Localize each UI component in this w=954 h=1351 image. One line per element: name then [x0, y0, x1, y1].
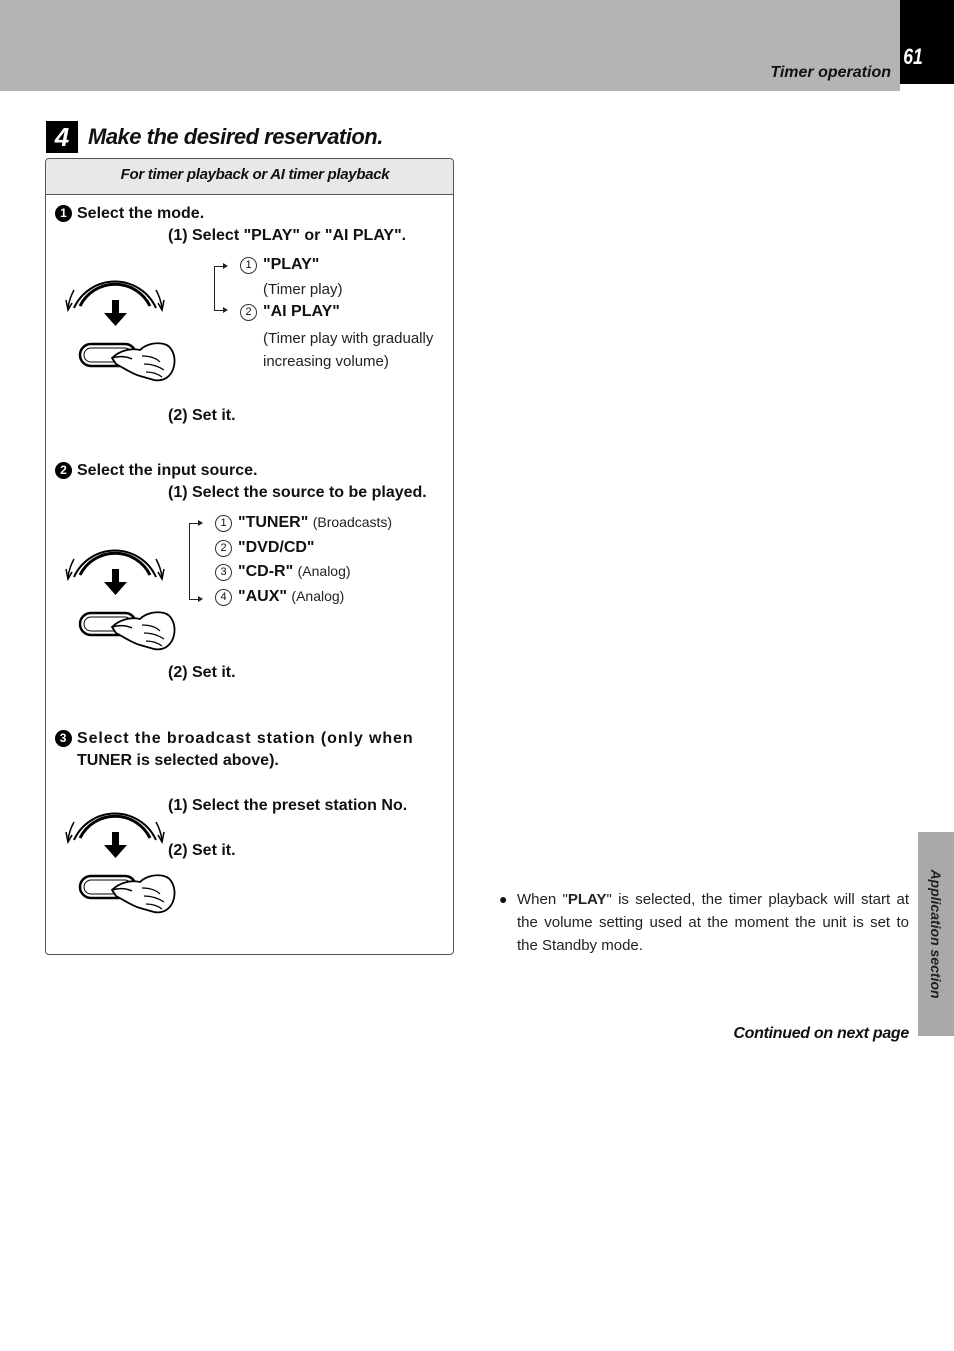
step-heading: Make the desired reservation.: [88, 124, 383, 149]
panel-header-title: For timer playback or AI timer playback: [120, 166, 390, 183]
part3-instruction-set: (2) Set it.: [168, 842, 236, 859]
part2-number-badge: 2: [55, 462, 72, 479]
option-number: 3: [215, 564, 232, 581]
option-bracket: [189, 523, 190, 600]
part1-number-badge: 1: [55, 205, 72, 222]
part2-title-text: Select the input source.: [77, 462, 258, 479]
bracket-arrow: [214, 310, 226, 311]
mode-option-ai-play-desc: (Timer play with gradually increasing volume): [263, 330, 434, 370]
note-text-bold: PLAY: [567, 891, 607, 908]
side-tab-label: [918, 832, 954, 1036]
option-note: (Broadcasts): [312, 514, 393, 530]
bracket-arrow: [189, 599, 201, 600]
knob-and-button-illustration: [60, 790, 180, 920]
option-label: "TUNER": [238, 514, 309, 531]
step-number-badge: 4: [46, 121, 78, 153]
option-number: 1: [215, 515, 232, 532]
source-option-tuner: [215, 514, 392, 532]
option-number: 2: [215, 540, 232, 557]
part1-instruction-set: (2) Set it.: [168, 407, 236, 424]
side-tab-text: Application section: [928, 869, 944, 999]
knob-and-button-illustration: [60, 258, 180, 388]
source-option-aux: [215, 588, 344, 606]
option-note: (Analog): [297, 563, 351, 579]
part3-number-badge: 3: [55, 730, 72, 747]
mode-option-play-desc: (Timer play): [263, 281, 343, 298]
part1-title: [55, 205, 204, 223]
bullet-icon: ●: [499, 891, 508, 907]
option-label: "AUX": [238, 588, 287, 605]
mode-option-play: [240, 256, 319, 274]
note-text: [517, 888, 909, 957]
option-label: "DVD/CD": [238, 539, 315, 556]
option-label: "CD-R": [238, 563, 294, 580]
option-number: 2: [240, 304, 257, 321]
option-number: 4: [215, 589, 232, 606]
part1-instruction-select: (1) Select "PLAY" or "AI PLAY".: [168, 227, 407, 244]
part2-instruction-select: (1) Select the source to be played.: [168, 484, 427, 501]
option-bracket: [214, 266, 215, 311]
page-number-box: [900, 0, 954, 84]
option-label: "AI PLAY": [263, 303, 340, 320]
section-title: Timer operation: [770, 64, 891, 81]
note-text-pre: When ": [517, 891, 568, 908]
bracket-arrow: [189, 523, 201, 524]
part3-title-line2: TUNER is selected above).: [77, 752, 279, 769]
option-note: (Analog): [291, 588, 345, 604]
option-label: "PLAY": [263, 256, 320, 273]
option-number: 1: [240, 257, 257, 274]
header-bar: [0, 0, 900, 91]
note-text-post: " is selected, the timer playback will start at the volume setting used at the moment the unit is set to the Standby mode.: [517, 891, 909, 954]
page-number: 61: [903, 44, 923, 69]
part1-title-text: Select the mode.: [77, 205, 205, 222]
source-option-dvd-cd: [215, 539, 315, 557]
part3-title-line1: Select the broadcast station (only when: [77, 730, 414, 747]
bracket-arrow: [214, 266, 226, 267]
part2-title: [55, 462, 257, 480]
part3-title: [55, 730, 445, 748]
part2-instruction-set: (2) Set it.: [168, 664, 236, 681]
knob-and-button-illustration: [60, 527, 180, 657]
continued-label: Continued on next page: [733, 1025, 909, 1042]
part3-instruction-select: (1) Select the preset station No.: [168, 797, 408, 814]
mode-option-ai-play: [240, 303, 340, 321]
source-option-cd-r: [215, 563, 351, 581]
